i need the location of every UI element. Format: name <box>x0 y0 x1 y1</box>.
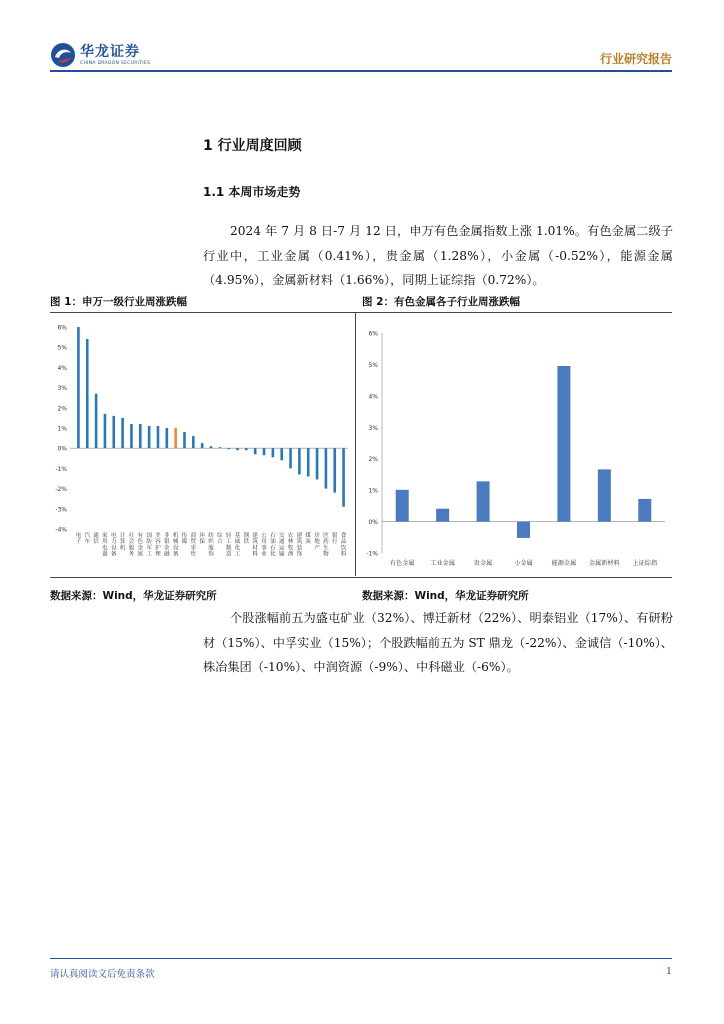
x-tick-label: 工业金属 <box>430 560 456 567</box>
x-tick-label: 环保 <box>199 533 205 546</box>
x-tick-label: 建筑装饰 <box>296 533 303 558</box>
x-tick-label: 建筑材料 <box>252 533 258 558</box>
x-tick-label: 非银金融 <box>164 533 170 558</box>
x-tick-label: 综合 <box>217 533 223 546</box>
bar-石油石化 <box>263 448 266 455</box>
bar-国防军工 <box>148 426 151 448</box>
bar-综合 <box>219 447 222 448</box>
y-tick-label: 0% <box>57 445 67 453</box>
y-tick-label: 3% <box>57 385 67 393</box>
x-tick-label: 有色金属 <box>137 533 144 558</box>
bar-煤炭 <box>298 448 301 474</box>
y-tick-label: 6% <box>368 330 378 338</box>
x-tick-label: 金属新材料 <box>588 560 620 567</box>
bar-环保 <box>201 443 204 448</box>
x-tick-label: 轻工制造 <box>225 533 232 558</box>
page-number: 1 <box>665 966 672 977</box>
bar-工业金属 <box>436 509 449 522</box>
figure1-title: 图 1：申万一级行业周涨跌幅 <box>50 296 187 308</box>
figure2-chart-area <box>360 313 672 576</box>
x-tick-label: 公用事业 <box>261 533 267 558</box>
x-tick-label: 纺织服饰 <box>208 533 214 558</box>
subsector-weekly-change-chart <box>360 313 672 576</box>
bar-商贸零售 <box>192 436 195 448</box>
bar-建筑材料 <box>307 448 310 476</box>
bar-美容护理 <box>157 426 160 448</box>
x-tick-label: 钢铁 <box>243 533 250 546</box>
stock-movers-paragraph: 个股涨幅前五为盛屯矿业（32%）、博迁新材（22%）、明泰铝业（17%）、有研粉材（15%）、中孚实业（15%）；个股跌幅前五为 ST 鼎龙（-22%）、金诚信（-10%）、株冶集团（-10%）、中润资源（-9%）、中科磁业（-6%）。 <box>203 611 673 674</box>
bar-贵金属 <box>477 481 490 521</box>
bar-纺织服饰 <box>210 446 213 448</box>
bar-基础化工 <box>236 448 239 450</box>
bar-机械设备 <box>174 428 177 448</box>
bar-上证综指 <box>638 499 651 522</box>
bar-传媒 <box>183 432 186 448</box>
x-tick-label: 食品饮料 <box>340 533 347 558</box>
bar-钢铁 <box>245 448 248 450</box>
bar-计算机 <box>121 418 124 448</box>
x-tick-label: 美容护理 <box>155 533 161 558</box>
y-tick-label: 3% <box>368 424 378 432</box>
disclaimer-note: 请认真阅读文后免责条款 <box>50 969 155 980</box>
y-tick-label: -4% <box>55 526 67 534</box>
logo-name-en: CHINA DRAGON SECURITIES <box>80 60 151 66</box>
market-summary-paragraph: 2024 年 7 月 8 日-7 月 12 日，申万有色金属指数上涨 1.01%。有色金属二级子行业中，工业金属（0.41%），贵金属（1.28%），小金属（-0.52%），能源金属（4.95%），金属新材料（1.66%），同期上证综指（0.72%）。 <box>203 224 673 287</box>
x-tick-label: 通信 <box>93 533 99 546</box>
x-tick-label: 能源金属 <box>551 560 577 567</box>
x-tick-label: 社会服务 <box>128 533 135 558</box>
bar-房地产 <box>316 448 319 479</box>
x-tick-label: 传媒 <box>181 533 188 546</box>
bar-金属新材料 <box>598 469 611 521</box>
x-tick-label: 小金属 <box>514 560 533 567</box>
x-tick-label: 煤炭 <box>305 533 312 546</box>
x-tick-label: 石油石化 <box>270 533 276 558</box>
y-tick-label: 1% <box>368 487 378 495</box>
bar-有色金属 <box>139 424 142 448</box>
y-tick-label: 5% <box>368 361 378 369</box>
x-tick-label: 交通运输 <box>278 533 285 558</box>
figure2-source: 数据来源：Wind，华龙证券研究所 <box>362 590 529 602</box>
logo-name-cn: 华龙证券 <box>80 43 140 60</box>
x-tick-label: 医药生物 <box>323 533 329 558</box>
y-tick-label: -1% <box>366 550 378 558</box>
bar-家用电器 <box>104 414 107 448</box>
bar-公用事业 <box>272 448 275 457</box>
x-tick-label: 家用电器 <box>102 533 108 558</box>
x-tick-label: 农林牧渔 <box>287 533 294 558</box>
x-tick-label: 机械设备 <box>172 533 179 558</box>
x-tick-label: 电力设备 <box>110 533 117 558</box>
x-tick-label: 国防军工 <box>146 533 152 558</box>
bar-汽车 <box>86 339 89 448</box>
bar-农林牧渔 <box>280 448 283 460</box>
y-tick-label: 4% <box>368 393 378 401</box>
company-logo <box>50 42 150 68</box>
y-tick-label: 2% <box>57 405 67 413</box>
bar-建筑装饰 <box>254 448 257 454</box>
page-header <box>50 40 672 70</box>
x-tick-label: 电子 <box>75 533 82 546</box>
y-tick-label: 0% <box>368 519 378 527</box>
bar-电子 <box>77 327 80 448</box>
bar-通信 <box>95 394 98 449</box>
bar-有色金属 <box>396 490 409 522</box>
industry-weekly-change-chart <box>50 313 355 576</box>
report-type: 行业研究报告 <box>599 52 672 66</box>
footer-divider <box>50 958 672 959</box>
x-tick-label: 计算机 <box>119 533 126 552</box>
bar-轻工制造 <box>227 448 230 449</box>
bar-非银金融 <box>166 428 169 448</box>
figure1-chart-area <box>50 313 356 576</box>
x-tick-label: 商贸零售 <box>190 533 197 558</box>
header-divider <box>50 70 672 72</box>
bar-能源金属 <box>557 366 570 522</box>
section-heading: 1 行业周度回顾 <box>203 138 302 154</box>
x-tick-label: 房地产 <box>314 533 320 552</box>
subsection-heading: 1.1 本周市场走势 <box>203 185 301 199</box>
y-tick-label: 6% <box>57 324 67 332</box>
figure2-title: 图 2：有色金属各子行业周涨跌幅 <box>362 296 520 308</box>
y-tick-label: 4% <box>57 364 67 372</box>
figure-bottom-rule <box>50 577 672 578</box>
bar-医药生物 <box>325 448 328 488</box>
bar-交通运输 <box>289 448 292 468</box>
bar-银行 <box>333 448 336 492</box>
x-tick-label: 上证综指 <box>632 560 658 567</box>
y-tick-label: 1% <box>57 425 67 433</box>
x-tick-label: 汽车 <box>84 533 91 546</box>
bar-食品饮料 <box>342 448 345 507</box>
bar-社会服务 <box>130 424 133 448</box>
y-tick-label: -1% <box>55 465 67 473</box>
x-tick-label: 基础化工 <box>234 533 241 558</box>
y-tick-label: -2% <box>55 486 67 494</box>
x-tick-label: 有色金属 <box>389 560 415 567</box>
bar-小金属 <box>517 522 530 538</box>
x-tick-label: 银行 <box>331 533 338 546</box>
bar-电力设备 <box>112 416 115 448</box>
x-tick-label: 贵金属 <box>473 560 493 567</box>
y-tick-label: 2% <box>368 456 378 464</box>
figure1-source: 数据来源：Wind，华龙证券研究所 <box>50 590 217 602</box>
dragon-logo-icon <box>50 42 76 68</box>
y-tick-label: -3% <box>55 506 67 514</box>
y-tick-label: 5% <box>57 344 67 352</box>
